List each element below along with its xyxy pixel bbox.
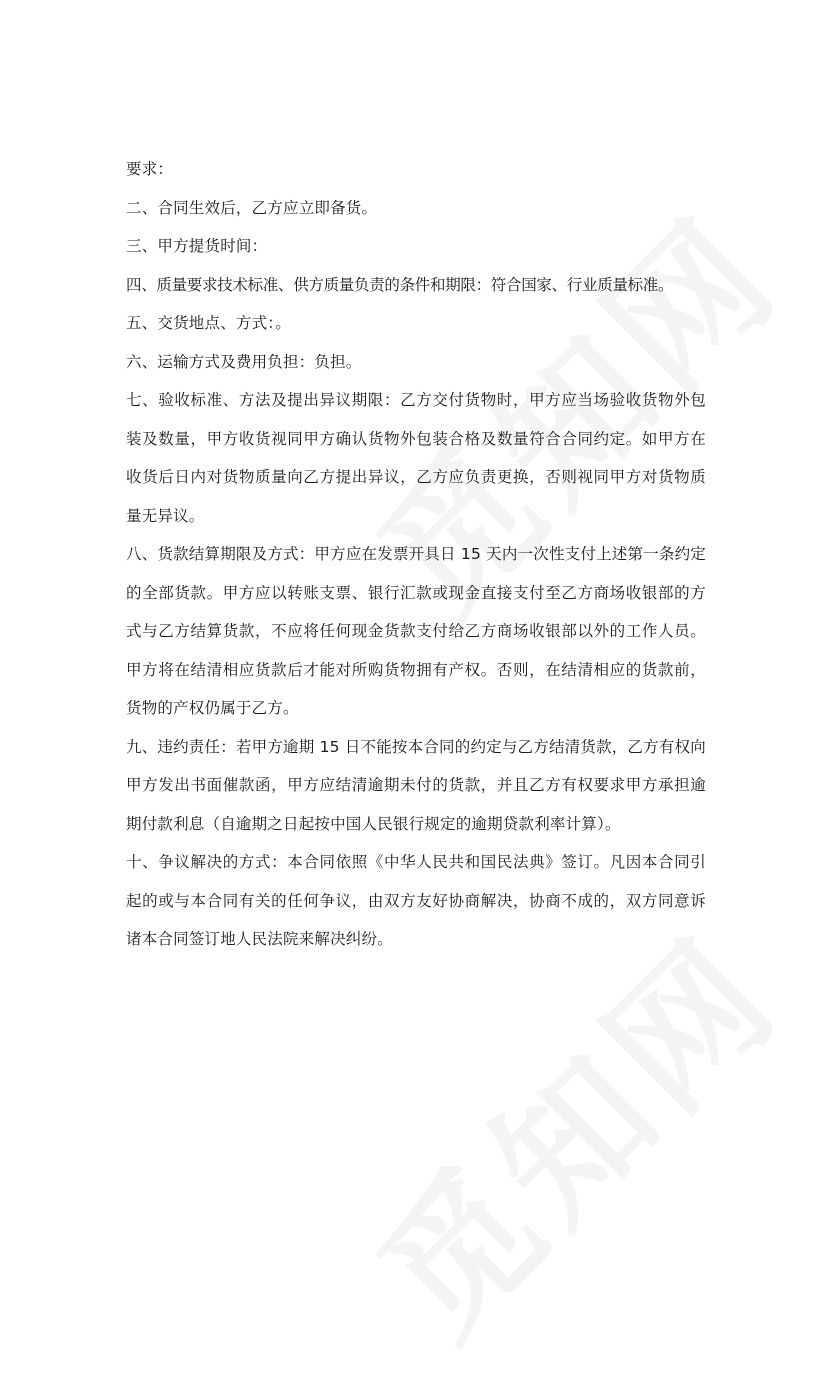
paragraph-clause-4: 四、质量要求技术标准、供方质量负责的条件和期限：符合国家、行业质量标准。 xyxy=(126,275,674,294)
paragraph-clause-2: 二、合同生效后，乙方应立即备货。 xyxy=(126,198,378,217)
paragraph-clause-9: 九、违约责任：若甲方逾期 15 日不能按本合同的约定与乙方结清货款，乙方有权向甲方发出书面催款函，甲方应结清逾期未付的货款，并且乙方有权要求甲方承担逾期付款利息（自逾期之日起按中国人民银行规定的逾期贷款利率计算）。 xyxy=(126,737,706,833)
paragraph-clause-8: 八、货款结算期限及方式：甲方应在发票开具日 15 天内一次性支付上述第一条约定的全部货款。甲方应以转账支票、银行汇款或现金直接支付至乙方商场收银部的方式与乙方结算货款，不应将任何现金货款支付给乙方商场收银部以外的工作人员。甲方将在结清相应货款后才能对所购货物拥有产权。否则，在结清相应的货款前，货物的产权仍属于乙方。 xyxy=(126,545,706,717)
paragraph-clause-7: 七、验收标准、方法及提出异议期限：乙方交付货物时，甲方应当场验收货物外包装及数量，甲方收货视同甲方确认货物外包装合格及数量符合合同约定。如甲方在收货后日内对货物质量向乙方提出异议，乙方应负责更换，否则视同甲方对货物质量无异议。 xyxy=(126,391,706,525)
paragraph-clause-5: 五、交货地点、方式：。 xyxy=(126,314,291,332)
paragraph-clause-6: 六、运输方式及费用负担：负担。 xyxy=(126,352,362,371)
paragraph-requirements: 要求： xyxy=(126,160,174,178)
paragraph-clause-3: 三、甲方提货时间： xyxy=(126,237,268,255)
document-body xyxy=(126,150,706,959)
paragraph-clause-10: 十、争议解决的方式：本合同依照《中华人民共和国民法典》签订。凡因本合同引起的或与本合同有关的任何争议，由双方友好协商解决，协商不成的，双方同意诉诸本合同签订地人民法院来解决纠纷。 xyxy=(126,853,706,948)
